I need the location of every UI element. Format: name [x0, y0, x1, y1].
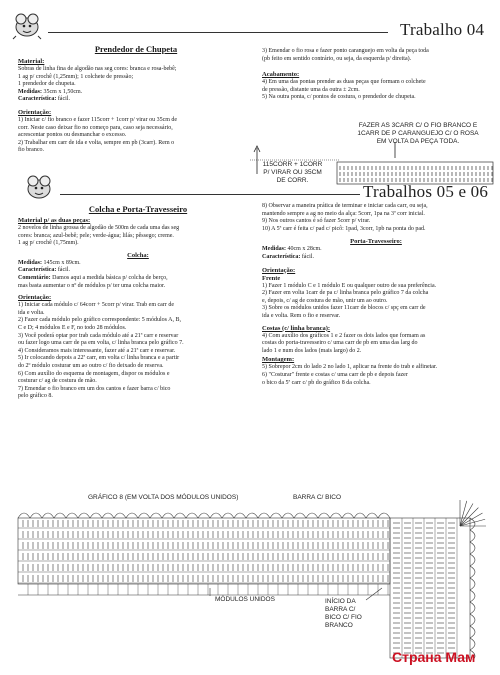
- picot-scallop: [162, 513, 174, 518]
- picot-scallop: [222, 513, 234, 518]
- right-column-2: [262, 203, 490, 387]
- section-divider-2: [60, 194, 360, 195]
- picot-scallop: [198, 513, 210, 518]
- diagram-label-left: 115CORR + 1CORR P/ VIRAR OU 35CM DE CORR.: [262, 161, 323, 184]
- picot-scallop: [126, 513, 138, 518]
- picot-scallop: [306, 513, 318, 518]
- left-column: [18, 44, 254, 155]
- crochet-border-diagram: [10, 500, 490, 660]
- picot-scallop: [66, 513, 78, 518]
- picot-scallop: [470, 626, 475, 638]
- porta-heading: Porta-Travesseiro:: [350, 238, 402, 246]
- montagem-heading: Montagem:: [262, 356, 295, 364]
- section-title-2: Trabalhos 05 e 06: [363, 182, 489, 201]
- picot-scallop: [150, 513, 162, 518]
- picot-scallop: [42, 513, 54, 518]
- material-text-2: 2 novelos de linha grossa de algodão de 500m de cada uma das seg cores: branca; azul-bebê; pele; verde-água; lilás; pêssego; creme. 1 ag p/ crochê (1,75mm).: [18, 225, 180, 247]
- section-divider: [48, 32, 388, 33]
- picot-scallop: [470, 554, 475, 566]
- mascot-illustration-2: [22, 172, 56, 202]
- chart-label-inicio: INÍCIO DA BARRA C/ BICO C/ FIO BRANCO: [325, 598, 362, 629]
- picot-scallop: [210, 513, 222, 518]
- picot-scallop: [90, 513, 102, 518]
- picot-scallop: [102, 513, 114, 518]
- picot-scallop: [354, 513, 366, 518]
- picot-scallop: [470, 614, 475, 626]
- item-title: Prendedor de Chupeta: [94, 44, 178, 54]
- picot-scallop: [470, 530, 475, 542]
- watermark: Страна Мам: [392, 649, 476, 665]
- material-text: Sobras de linha fina de algodão nas seg cores: branca e rosa-bebê; 1 ag p/ crochê (1,25mm); 1 colchete de pressão; 1 prendedor de chupeta. Medidas: 35cm x 1,50cm. Característica: fácil.: [18, 66, 177, 103]
- montagem-text: 5) Sobrepor 2cm do lado 2 no lado 1, aplicar na frente do trab e alfinetar. 6) "Costurar" frente e costas c/ uma carr de pb e depois fazer o bico da 5ª carr c/ pb do gráfico 8 da colcha.: [262, 364, 438, 386]
- section-title: Trabalho 04: [400, 20, 485, 39]
- picot-scallop: [246, 513, 258, 518]
- left-column-2: [18, 204, 258, 401]
- picot-scallop: [378, 513, 390, 518]
- picot-scallop: [270, 513, 282, 518]
- orientacao-heading: Orientação:: [18, 108, 52, 116]
- acabamento-heading: Acabamento:: [262, 71, 300, 79]
- picot-scallop: [174, 513, 186, 518]
- picot-scallop: [294, 513, 306, 518]
- picot-scallop: [138, 513, 150, 518]
- picot-scallop: [30, 513, 42, 518]
- picot-scallop: [342, 513, 354, 518]
- chart-label-barra: BARRA C/ BICO: [293, 494, 342, 501]
- strip-outline: [337, 162, 493, 184]
- frente-text: 1) Fazer 1 módulo C e 1 módulo E ou qualquer outro de sua preferência. 2) Fazer em volta 1carr de pa c/ linha branca pelo gráfico 7 da colcha e, depois, c/ ag de costura de mão, unir um ao outro. 3) Sobre os módulos unidos fazer 11carr de blocos c/ spç em carr de ida e volta. Rem o fio e reservar.: [262, 282, 437, 319]
- colcha-text: Medidas: 145cm x 89cm. Característica: fácil. Comentário: Damos aqui a medida básica p/ colcha de berço, mas basta aumentar o nº de módulos p/ ter uma colcha maior.: [18, 259, 168, 289]
- material-heading-2: Material p/ as duas peças:: [18, 217, 91, 224]
- porta-orientacao-heading: Orientação:: [262, 266, 296, 274]
- orientacao-heading-2: Orientação:: [18, 294, 52, 302]
- porta-text: Medidas: 40cm x 28cm. Característica: fácil.: [262, 246, 322, 260]
- picot-scallop: [78, 513, 90, 518]
- right-column: [262, 48, 487, 102]
- picot-scallop: [470, 602, 475, 614]
- picot-scallop: [258, 513, 270, 518]
- picot-scallop: [330, 513, 342, 518]
- picot-scallop: [366, 513, 378, 518]
- steps-text: 8) Observar a maneira prática de terminar e iniciar cada carr, ou seja, mantendo sempre a ag no meio da alça: 5corr, 1pa na 3ª corr inicial. 9) Nos outros cantos é só fazer 5corr p/ virar. 10) A 5ª carr é feita c/ pad c/ picô: 1pad, 3corr, 1pb na ponta do pad.: [262, 203, 428, 232]
- chart-label-graf: GRÁFICO 8 (EM VOLTA DOS MÓDULOS UNIDOS): [88, 494, 239, 501]
- picot-scallop: [114, 513, 126, 518]
- costas-heading: Costas (c/ linha branca):: [262, 324, 331, 332]
- colcha-heading: Colcha:: [127, 251, 149, 259]
- picot-scallop: [282, 513, 294, 518]
- pointer-arrow: [366, 588, 382, 600]
- frente-heading: Frente: [262, 274, 281, 282]
- material-heading: Material:: [18, 58, 45, 65]
- picot-scallop: [186, 513, 198, 518]
- picot-scallop: [54, 513, 66, 518]
- picot-scallop: [470, 590, 475, 602]
- step-text: 3) Emendar o fio rosa e fazer ponto caranguejo em volta da peça toda (pb feito em sentido contrário, ou seja, da esquerda p/ direita).: [262, 48, 429, 62]
- picot-scallop: [470, 578, 475, 590]
- picot-scallop: [318, 513, 330, 518]
- orientacao-text: 1) Iniciar c/ fio branco e fazer 115corr + 1corr p/ virar ou 35cm de corr. Neste caso deixar fio no começo para, caso seja necessário, acrescentar pontos ou desmanchar o excesso. 2) Trabalhar em carr de ida e volta, sempre em pb (3carr). Rem o fio branco.: [18, 116, 178, 154]
- diagram-label-top: FAZER AS 3CARR C/ O FIO BRANCO E 1CARR DE P CARANGUEJO C/ O ROSA EM VOLTA DA PEÇA TODA.: [357, 122, 479, 145]
- picot-scallop: [470, 542, 475, 554]
- picot-scallop: [234, 513, 246, 518]
- acabamento-text: 4) Em uma das pontas prender as duas peças que formam o colchete de pressão, distante uma da outra ± 2cm. 5) Na outra ponta, c/ pontos de costura, o prendedor de chupeta.: [262, 79, 426, 101]
- picot-scallop: [470, 566, 475, 578]
- chart-label-modulos: MÓDULOS UNIDOS: [215, 596, 275, 603]
- item-title-2: Colcha e Porta-Travesseiro: [88, 204, 188, 214]
- costas-text: 4) Com auxílio dos gráficos 1 e 2 fazer os dois lados que formam as costas do porta-travesseiro c/ uma carr de pb em uma das larg do lado 1 e num dos lados (mais largo) do 2.: [262, 332, 426, 354]
- picot-scallop: [18, 513, 30, 518]
- orientacao-text-2: 1) Iniciar cada módulo c/ 64corr + 5corr p/ virar. Trab em carr de ida e volta. 2) Fazer cada módulo pelo gráfico correspondente: 5 módulos A, B, C e D; 4 módulos E e F, no todo 28 módulos. 3) Você poderá optar por trab cada módulo até a 21ª carr e reservar ou fazer logo uma carr de pa em volta, c/ linha branca pelo gráfico 7. 4) Consideramos mais interessante, fazer até a 21ª carr e reservar. 5) Ir colocando depois a 22ª carr, em volta c/ linha branca e a partir do 2º módulo costurar um ao outro c/ fio deixado de reserva. 6) Com auxílio do esquema de montagem, dispor os módulos e costurar c/ ag de costura de mão. 7) Emendar o fio branco em um dos cantos e fazer barra c/ bico pelo gráfico 8.: [18, 302, 184, 400]
- mascot-illustration: [10, 10, 44, 40]
